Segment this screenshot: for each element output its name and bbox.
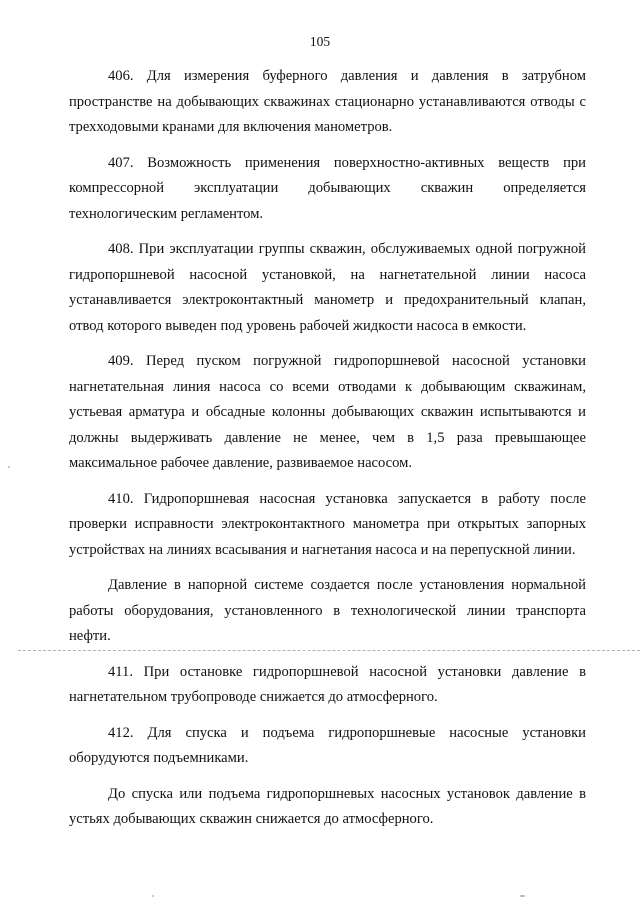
paragraph-408: 408. При эксплуатации группы скважин, обслуживаемых одной погружной гидропоршневой насосной установкой, на нагнетательной линии насоса устанавливается электроконтактный манометр и предохранительный клапан, отвод которого выведен под уровень рабочей жидкости насоса в емкости. — [69, 241, 586, 334]
scan-speck — [8, 466, 10, 468]
page-number: 105 — [309, 34, 331, 49]
paragraph-412: 412. Для спуска и подъема гидропоршневые насосные установки оборудуются подъемниками. — [69, 724, 586, 766]
paragraph-410-continuation: Давление в напорной системе создается после установления нормальной работы оборудования, установленного в технологической линии транспорта нефти. — [69, 577, 586, 644]
paragraph-407: 407. Возможность применения поверхностно-активных веществ при компрессорной эксплуатации добывающих скважин определяется технологическим регламентом. — [69, 154, 586, 222]
document-body — [69, 64, 586, 843]
scan-speck — [520, 895, 525, 897]
scan-speck — [152, 895, 154, 897]
paragraph-409: 409. Перед пуском погружной гидропоршневой насосной установки нагнетательная линия насоса со всеми отводами к добывающим скважинам, устьевая арматура и обсадные колонны добывающих скважин испытываются и должны выдерживать давление не менее, чем в 1,5 раза превышающее максимальное рабочее давление, развиваемое насосом. — [69, 353, 586, 471]
paragraph-406: 406. Для измерения буферного давления и давления в затрубном пространстве на добывающих скважинах стационарно устанавливаются отводы с трехходовыми кранами для включения манометров. — [69, 68, 586, 135]
paragraph-412-continuation: До спуска или подъема гидропоршневых насосных установок давление в устьях добывающих скважин снижается до атмосферного. — [69, 785, 586, 827]
paragraph-411: 411. При остановке гидропоршневой насосной установки давление в нагнетательном трубопроводе снижается до атмосферного. — [69, 663, 586, 705]
scan-artifact-line — [18, 650, 640, 651]
paragraph-410: 410. Гидропоршневая насосная установка запускается в работу после проверки исправности электроконтактного манометра при открытых запорных устройствах на линиях всасывания и нагнетания насоса и на перепускной линии. — [69, 490, 586, 558]
